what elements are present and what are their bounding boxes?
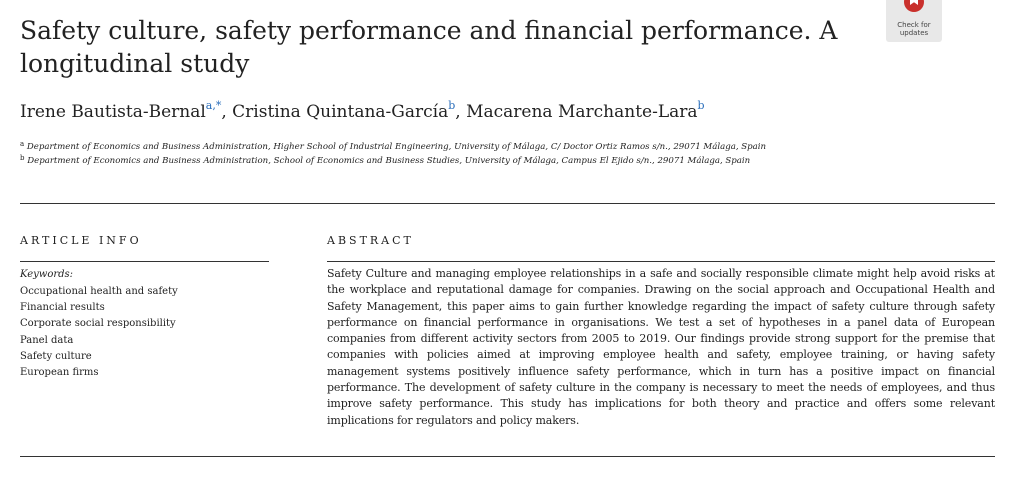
abstract-body: Safety Culture and managing employee relationships in a safe and socially responsible climate might help avoid risks at the workplace and reputational damage for companies. Drawing on the social approach and Occupational Health and Safety Management, this paper aims to gain further knowledge regarding the impact of safety culture through safety performance on financial performance in organisations. We test a set of hypotheses in a panel data of European companies from different activity sectors from 2005 to 2019. Our findings provide strong support for the premise that companies with policies aimed at improving employee health and safety, employee training, or having safety management systems positively influence safety performance, which in turn has a positive impact on financial performance. The development of safety culture in the company is necessary to meet the needs of employees, and thus improve safety performance. This study has implications for both theory and practice and offers some relevant implications for regulators and policy makers. <box>327 267 995 427</box>
keyword-item: Corporate social responsibility <box>20 318 176 330</box>
affiliation-b <box>20 154 880 168</box>
author-affiliation-mark[interactable]: b <box>697 99 705 112</box>
keyword-item: Occupational health and safety <box>20 286 178 297</box>
author-name[interactable]: Macarena Marchante-Lara <box>466 102 698 122</box>
keyword-item: Panel data <box>20 334 74 346</box>
article-info-heading: ARTICLE INFO <box>20 234 142 247</box>
affiliation-a <box>20 140 880 154</box>
article-title: Safety culture, safety performance and financial performance. A longitudinal study <box>20 16 838 78</box>
abstract-heading: ABSTRACT <box>327 234 414 247</box>
badge-text <box>886 21 942 37</box>
affiliation-mark: b <box>20 154 25 162</box>
keywords-list <box>20 284 178 381</box>
author-separator: , <box>221 102 233 122</box>
author-list <box>20 100 705 124</box>
article-info-divider <box>20 261 269 262</box>
keyword-item: Financial results <box>20 302 105 314</box>
check-for-updates-badge[interactable] <box>886 0 942 42</box>
badge-line-1: Check for <box>897 21 931 29</box>
badge-line-2: updates <box>899 29 929 37</box>
header-divider <box>20 203 995 204</box>
affiliation-mark: a <box>20 140 25 148</box>
abstract-divider <box>327 261 995 262</box>
author-affiliation-mark[interactable]: b <box>448 99 456 112</box>
author-name[interactable]: Irene Bautista-Bernal <box>20 102 206 122</box>
keywords-label: Keywords: <box>20 269 74 280</box>
bookmark-icon <box>904 0 924 12</box>
affiliation-text: Department of Economics and Business Administration, School of Economics and Business Studies, University of Málaga, Campus El Ejido s/n., 29071 Málaga, Spain <box>27 156 751 166</box>
keyword-item: Safety culture <box>20 350 92 362</box>
keyword-item: European firms <box>20 367 99 379</box>
footer-divider <box>20 456 995 457</box>
author-name[interactable]: Cristina Quintana-García <box>232 102 449 122</box>
author-separator: , <box>455 102 467 122</box>
affiliation-text: Department of Economics and Business Administration, Higher School of Industrial Engineering, University of Málaga, C/ Doctor Ortiz Ramos s/n., 29071 Málaga, Spain <box>26 142 767 152</box>
affiliations <box>20 140 880 168</box>
author-affiliation-mark[interactable]: a,* <box>205 99 222 112</box>
